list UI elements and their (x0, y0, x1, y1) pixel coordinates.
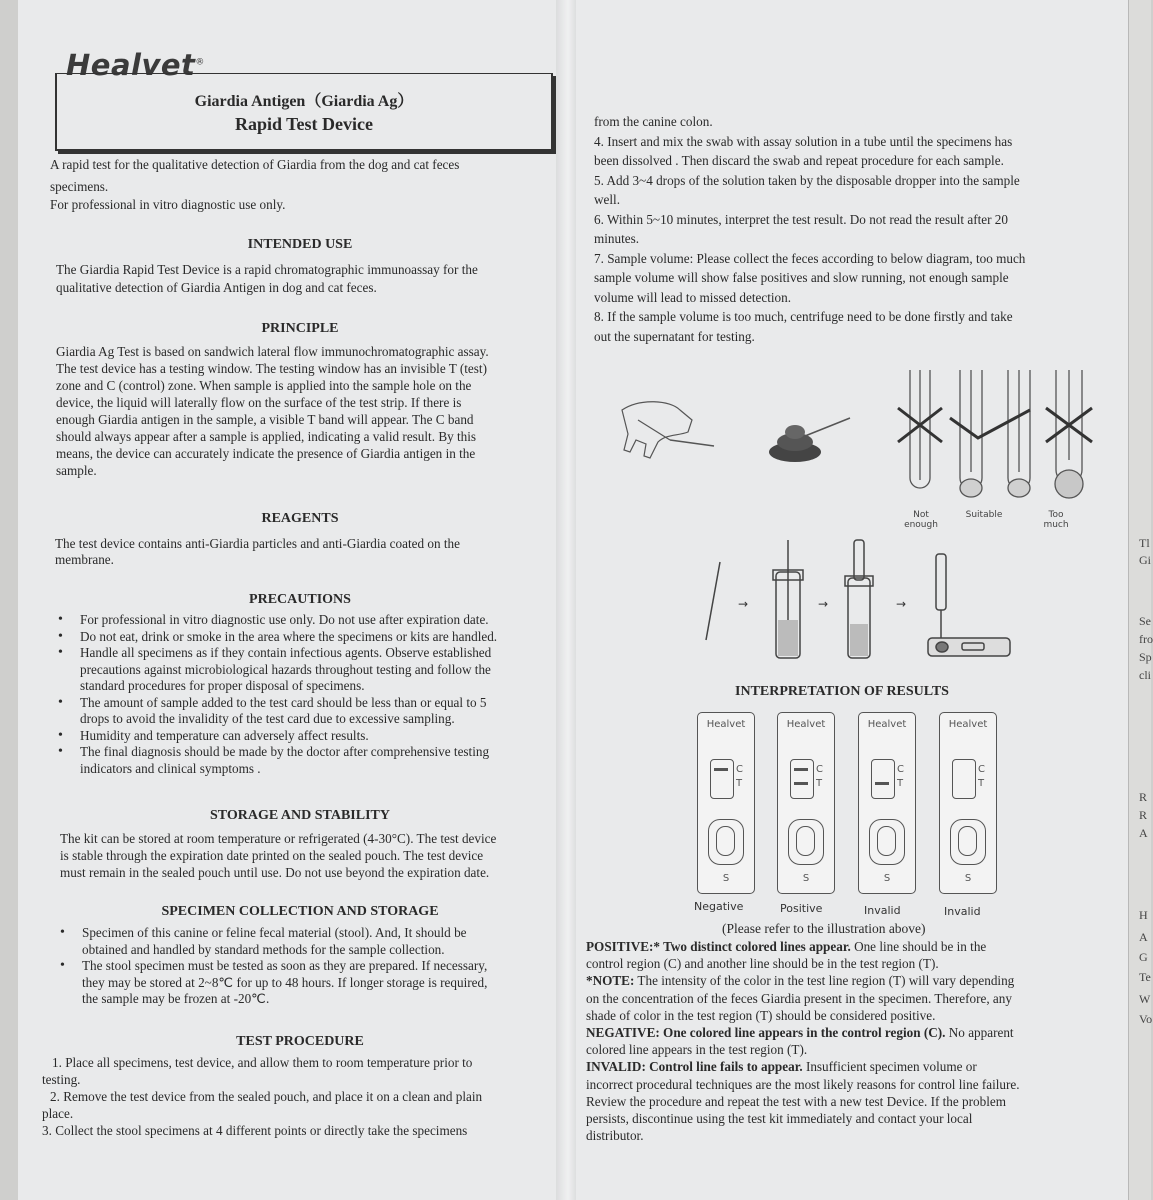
edge-fragment: fro (1139, 632, 1153, 646)
page-fold (556, 0, 576, 1200)
procedure-line: 6. Within 5~10 minutes, interpret the test result. Do not read the result after 20 (594, 211, 1008, 227)
procedure-line: place. (42, 1106, 74, 1121)
positive-text: One line should be in the (850, 939, 987, 954)
dropper-and-cassette (928, 554, 1010, 656)
precaution-item: • Do not eat, drink or smoke in the area where the specimens or kits are handled. (80, 629, 580, 646)
sample-volume-illustration (610, 360, 1110, 530)
edge-fragment: H (1139, 908, 1148, 922)
edge-fragment: R (1139, 808, 1148, 822)
ct-markers: C T (897, 764, 904, 789)
intro-line: A rapid test for the qualitative detection of Giardia from the dog and cat feces (50, 157, 460, 172)
test-window (790, 759, 814, 799)
reagents-heading: REAGENTS (261, 511, 339, 526)
stool-sample-drawing (769, 418, 850, 462)
cassette-positive (777, 712, 835, 894)
cassette-negative (697, 712, 755, 894)
cassette-invalid-1 (858, 712, 916, 894)
tube-with-swab (773, 540, 803, 658)
principle-line: means, the device can accurately indicate the presence of Giardia antigen in the (56, 446, 476, 461)
note-text: shade of color in the test region (T) should be considered positive. (586, 1007, 936, 1023)
negative-lead: NEGATIVE: One colored line appears in the control region (C). (586, 1025, 946, 1041)
reagents-text: The test device contains anti-Giardia particles and anti-Giardia coated on the (55, 536, 460, 551)
specimen-item: • The stool specimen must be tested as soon as they are prepared. If necessary, they may be stored at 2~8℃ for up to 48 hours. If longer storage is required, the sample may be frozen at -20℃. (82, 958, 582, 1008)
principle-heading: PRINCIPLE (261, 321, 339, 336)
edge-fragment: cli (1139, 668, 1151, 682)
label-not-enough: Not enough (904, 510, 938, 530)
step-arrow: → (818, 597, 829, 611)
principle-line: should always appear after a sample is applied, indicating a valid result. By this (56, 429, 477, 444)
principle-line: Giardia Ag Test is based on sandwich lateral flow immunochromatographic assay. (56, 344, 489, 359)
storage-text (60, 830, 550, 881)
procedure-heading: TEST PROCEDURE (236, 1034, 364, 1049)
note-text: on the concentration of the feces Giardia present in the specimen. Therefore, any (586, 990, 1012, 1006)
cassette-brand: Healvet (948, 719, 988, 730)
edge-fragment: Se (1139, 614, 1151, 628)
note-text: The intensity of the color in the test line region (T) will vary depending (634, 973, 1015, 989)
storage-line: is stable through the expiration date printed on the sealed pouch. The test device (60, 848, 484, 863)
intro-line: specimens. (50, 179, 109, 194)
cassette-brand: Healvet (786, 719, 826, 730)
principle-line: enough Giardia antigen in the sample, a visible T band will appear. The C band (56, 412, 474, 427)
edge-fragment: Sp (1139, 650, 1152, 664)
invalid-text: distributor. (586, 1128, 644, 1144)
procedure-line: minutes. (594, 231, 640, 246)
cassette-brand: Healvet (867, 719, 907, 730)
procedure-line: out the supernatant for testing. (594, 328, 755, 344)
edge-fragment: G (1139, 950, 1148, 964)
step-arrow: → (738, 597, 749, 611)
edge-fragment: R (1139, 790, 1148, 804)
precaution-item: • Handle all specimens as if they contain infectious agents. Observe established precautions against microbiological hazards throughout testing and follow the standard procedures for proper disposal of specimens. (80, 645, 580, 695)
result-label-negative: Negative (694, 900, 744, 913)
intended-use-heading: INTENDED USE (247, 237, 353, 252)
procedure-line: 2. Remove the test device from the sealed pouch, and place it on a clean and plain (50, 1089, 483, 1104)
procedure-line: 8. If the sample volume is too much, centrifuge need to be done firstly and take (594, 309, 1013, 324)
swab-drawing (706, 562, 720, 640)
edge-fragment: W (1139, 992, 1151, 1006)
sample-well (708, 819, 744, 865)
procedure-text (42, 1054, 550, 1139)
sample-marker: S (883, 873, 891, 884)
precaution-item: • For professional in vitro diagnostic use only. Do not use after expiration date. (80, 612, 580, 629)
procedure-line: 4. Insert and mix the swab with assay solution in a tube until the specimens has (594, 133, 1013, 149)
principle-line: zone and C (control) zone. When sample is applied into the sample hole on the (56, 378, 472, 393)
test-window (871, 759, 895, 799)
label-too-much: Too much (1043, 510, 1069, 530)
procedure-line: 1. Place all specimens, test device, and allow them to room temperature prior to (52, 1055, 473, 1070)
sample-marker: S (964, 873, 972, 884)
invalid-text: Review the procedure and repeat the test with a new test Device. If the problem (586, 1093, 1007, 1109)
swab-too-much (1046, 370, 1092, 498)
invalid-text: Insufficient specimen volume or (802, 1059, 977, 1075)
invalid-text: persists, discontinue using the test kit immediately and contact your local (586, 1111, 973, 1127)
principle-line: sample. (56, 463, 97, 478)
result-label-invalid: Invalid (864, 904, 901, 917)
procedure-line: 3. Collect the stool specimens at 4 different points or directly take the specimens (42, 1123, 468, 1138)
product-title: Giardia Antigen（Giardia Ag） (194, 93, 414, 110)
negative-text: colored line appears in the test region (T). (586, 1042, 808, 1058)
result-label-positive: Positive (780, 902, 823, 915)
negative-text: No apparent (945, 1025, 1014, 1041)
procedure-line: been dissolved . Then discard the swab and repeat procedure for each sample. (594, 153, 1004, 168)
refer-note: (Please refer to the illustration above) (722, 921, 926, 936)
intended-use-text: The Giardia Rapid Test Device is a rapid chromatographic immunoassay for the (56, 262, 478, 277)
results-text (586, 938, 1108, 1144)
edge-fragment: A (1139, 826, 1148, 840)
intro-line: For professional in vitro diagnostic use only. (50, 197, 286, 212)
specimen-list (52, 925, 582, 1008)
label-suitable: Suitable (965, 510, 1003, 520)
edge-fragment: Te (1139, 970, 1151, 984)
procedure-line: from the canine colon. (594, 114, 713, 129)
invalid-lead: INVALID: Control line fails to appear. (586, 1059, 803, 1075)
sample-marker: S (802, 873, 810, 884)
cassette-invalid-2 (939, 712, 997, 894)
positive-text: control region (C) and another line should be in the test region (T). (586, 956, 939, 972)
dog-swab-drawing (622, 402, 714, 458)
edge-fragment: Gi (1139, 553, 1151, 567)
edge-fragment: Vo (1139, 1012, 1153, 1026)
invalid-text: incorrect procedural techniques are the most likely reasons for control line failure. (586, 1076, 1020, 1092)
sample-well (869, 819, 905, 865)
procedure-line: well. (594, 192, 621, 207)
tube-with-cap (845, 540, 873, 658)
ct-markers: C T (736, 764, 743, 789)
procedure-line: sample volume will show false positives and slow running, not enough sample (594, 270, 1009, 285)
specimen-heading: SPECIMEN COLLECTION AND STORAGE (161, 904, 439, 919)
ct-markers: C T (816, 764, 823, 789)
ct-markers: C T (978, 764, 985, 789)
principle-line: device, the liquid will laterally flow on the surface of the test strip. If there is (56, 395, 462, 410)
sample-marker: S (722, 873, 730, 884)
precaution-item: • Humidity and temperature can adversely affect results. (80, 728, 580, 745)
title-box (55, 73, 553, 151)
precautions-heading: PRECAUTIONS (249, 592, 351, 607)
note-lead: *NOTE: (586, 973, 635, 989)
cassette-brand: Healvet (706, 719, 746, 730)
precaution-item: • The final diagnosis should be made by the doctor after comprehensive testing indicators and clinical symptoms . (80, 744, 580, 777)
principle-line: The test device has a testing window. The testing window has an invisible T (test) (56, 361, 487, 376)
procedure-steps-illustration (700, 540, 1020, 665)
sample-well (788, 819, 824, 865)
procedure-continued (594, 112, 1126, 346)
intended-use-text: qualitative detection of Giardia Antigen in dog and cat feces. (56, 280, 377, 295)
edge-fragment: Tl (1139, 536, 1150, 550)
principle-text (56, 343, 552, 479)
procedure-line: 5. Add 3~4 drops of the solution taken by the disposable dropper into the sample (594, 172, 1020, 188)
interpretation-heading: INTERPRETATION OF RESULTS (735, 684, 949, 699)
test-window (710, 759, 734, 799)
step-arrow: → (896, 597, 907, 611)
result-label-invalid: Invalid (944, 905, 981, 918)
procedure-line: testing. (42, 1072, 81, 1087)
edge-fragment: A (1139, 930, 1148, 944)
procedure-line: 7. Sample volume: Please collect the feces according to below diagram, too much (594, 250, 1026, 266)
product-subtitle: Rapid Test Device (234, 114, 373, 134)
storage-line: The kit can be stored at room temperature or refrigerated (4-30°C). The test device (60, 831, 497, 846)
test-window (952, 759, 976, 799)
procedure-line: volume will lead to missed detection. (594, 289, 792, 305)
next-page-edge (1128, 0, 1151, 1200)
specimen-item: • Specimen of this canine or feline fecal material (stool). And, It should be obtained and handled by standard methods for the sample collection. (82, 925, 582, 958)
swab-suitable-2 (950, 370, 1030, 497)
positive-lead: POSITIVE:* Two distinct colored lines appear. (586, 939, 851, 954)
swab-not-enough (898, 370, 942, 488)
precaution-item: • The amount of sample added to the test card should be less than or equal to 5 drops to avoid the invalidity of the test card due to excessive sampling. (80, 695, 580, 728)
precautions-list (50, 612, 580, 777)
storage-heading: STORAGE AND STABILITY (210, 808, 390, 823)
storage-line: must remain in the sealed pouch until use. Do not use beyond the expiration date. (60, 865, 490, 880)
reagents-text: membrane. (55, 552, 114, 567)
healvet-logo: Healvet® (66, 48, 205, 82)
sample-well (950, 819, 986, 865)
